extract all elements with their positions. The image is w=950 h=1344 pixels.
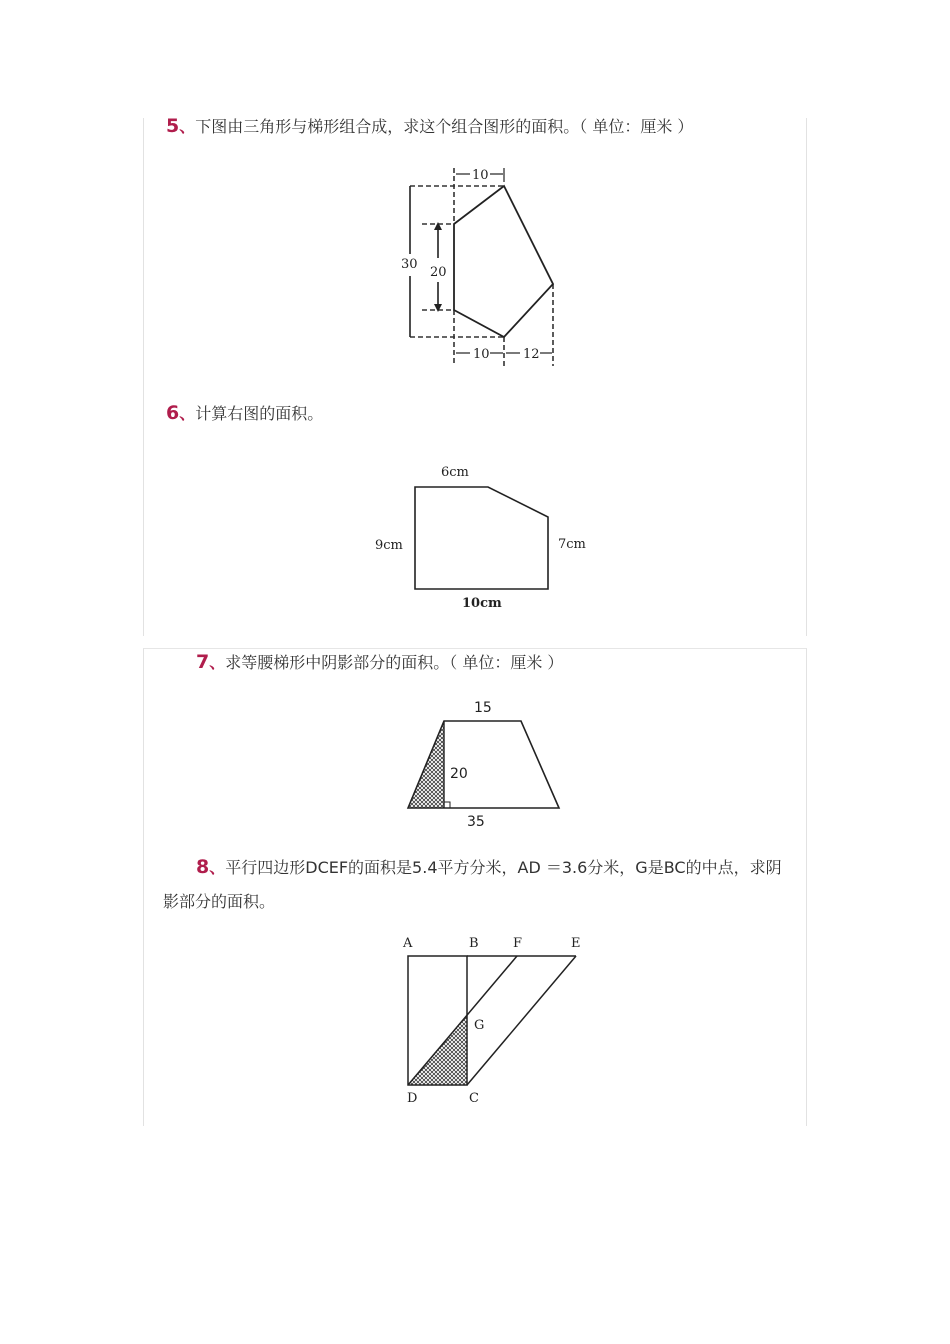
- question-6-text: 计算右图的面积。: [195, 404, 324, 423]
- figure-q8-parallelogram: [395, 930, 595, 1110]
- q6-label-left: 9cm: [375, 538, 403, 553]
- question-8-line-2: [163, 889, 275, 912]
- question-5-text: 下图由三角形与梯形组合成，求这个组合图形的面积。（ 单位：厘米 ）: [195, 117, 694, 136]
- q5-label-left-outer: 30: [401, 257, 418, 272]
- question-8-text-line-2: 影部分的面积。: [163, 892, 276, 911]
- question-7-number: 7: [196, 651, 210, 673]
- q6-label-top: 6cm: [441, 465, 469, 480]
- question-5-separator: 、: [179, 117, 196, 136]
- q6-label-bottom: 10cm: [462, 596, 502, 611]
- figure-q5-pentagon: [390, 158, 570, 368]
- question-7-separator: 、: [209, 653, 226, 672]
- q7-label-top: 15: [474, 700, 492, 716]
- figure-q6-trapezoid: [370, 460, 600, 615]
- question-7-text: 求等腰梯形中阴影部分的面积。（ 单位：厘米 ）: [225, 653, 564, 672]
- question-8-separator: 、: [209, 858, 226, 877]
- question-5-number: 5: [166, 115, 180, 137]
- question-8-number: 8: [196, 856, 210, 878]
- q8-label-E: E: [571, 936, 581, 951]
- q7-label-height: 20: [450, 766, 468, 782]
- q7-label-bottom: 35: [467, 814, 485, 830]
- q8-label-D: D: [407, 1091, 418, 1106]
- q6-label-right: 7cm: [558, 537, 586, 552]
- question-6-separator: 、: [179, 404, 196, 423]
- q8-label-C: C: [469, 1091, 479, 1106]
- question-6-number: 6: [166, 402, 180, 424]
- question-8-text-line-1: 平行四边形DCEF的面积是5.4平方分米，AD ＝3.6分米，G是BC的中点，求阴: [225, 858, 782, 877]
- q5-label-left-inner: 20: [430, 265, 447, 280]
- q8-label-A: A: [403, 936, 413, 951]
- q8-label-F: F: [513, 936, 523, 951]
- q8-label-B: B: [469, 936, 479, 951]
- question-5: [166, 114, 693, 137]
- figure-q7-isosceles-trapezoid: [395, 695, 575, 835]
- question-8-line-1: [196, 855, 782, 878]
- question-6: [166, 401, 323, 424]
- q5-label-bottom-left: 10: [473, 347, 490, 362]
- q5-label-top: 10: [472, 168, 489, 183]
- q8-label-G: G: [474, 1018, 485, 1033]
- question-7: [196, 650, 563, 673]
- q5-label-bottom-right: 12: [523, 347, 540, 362]
